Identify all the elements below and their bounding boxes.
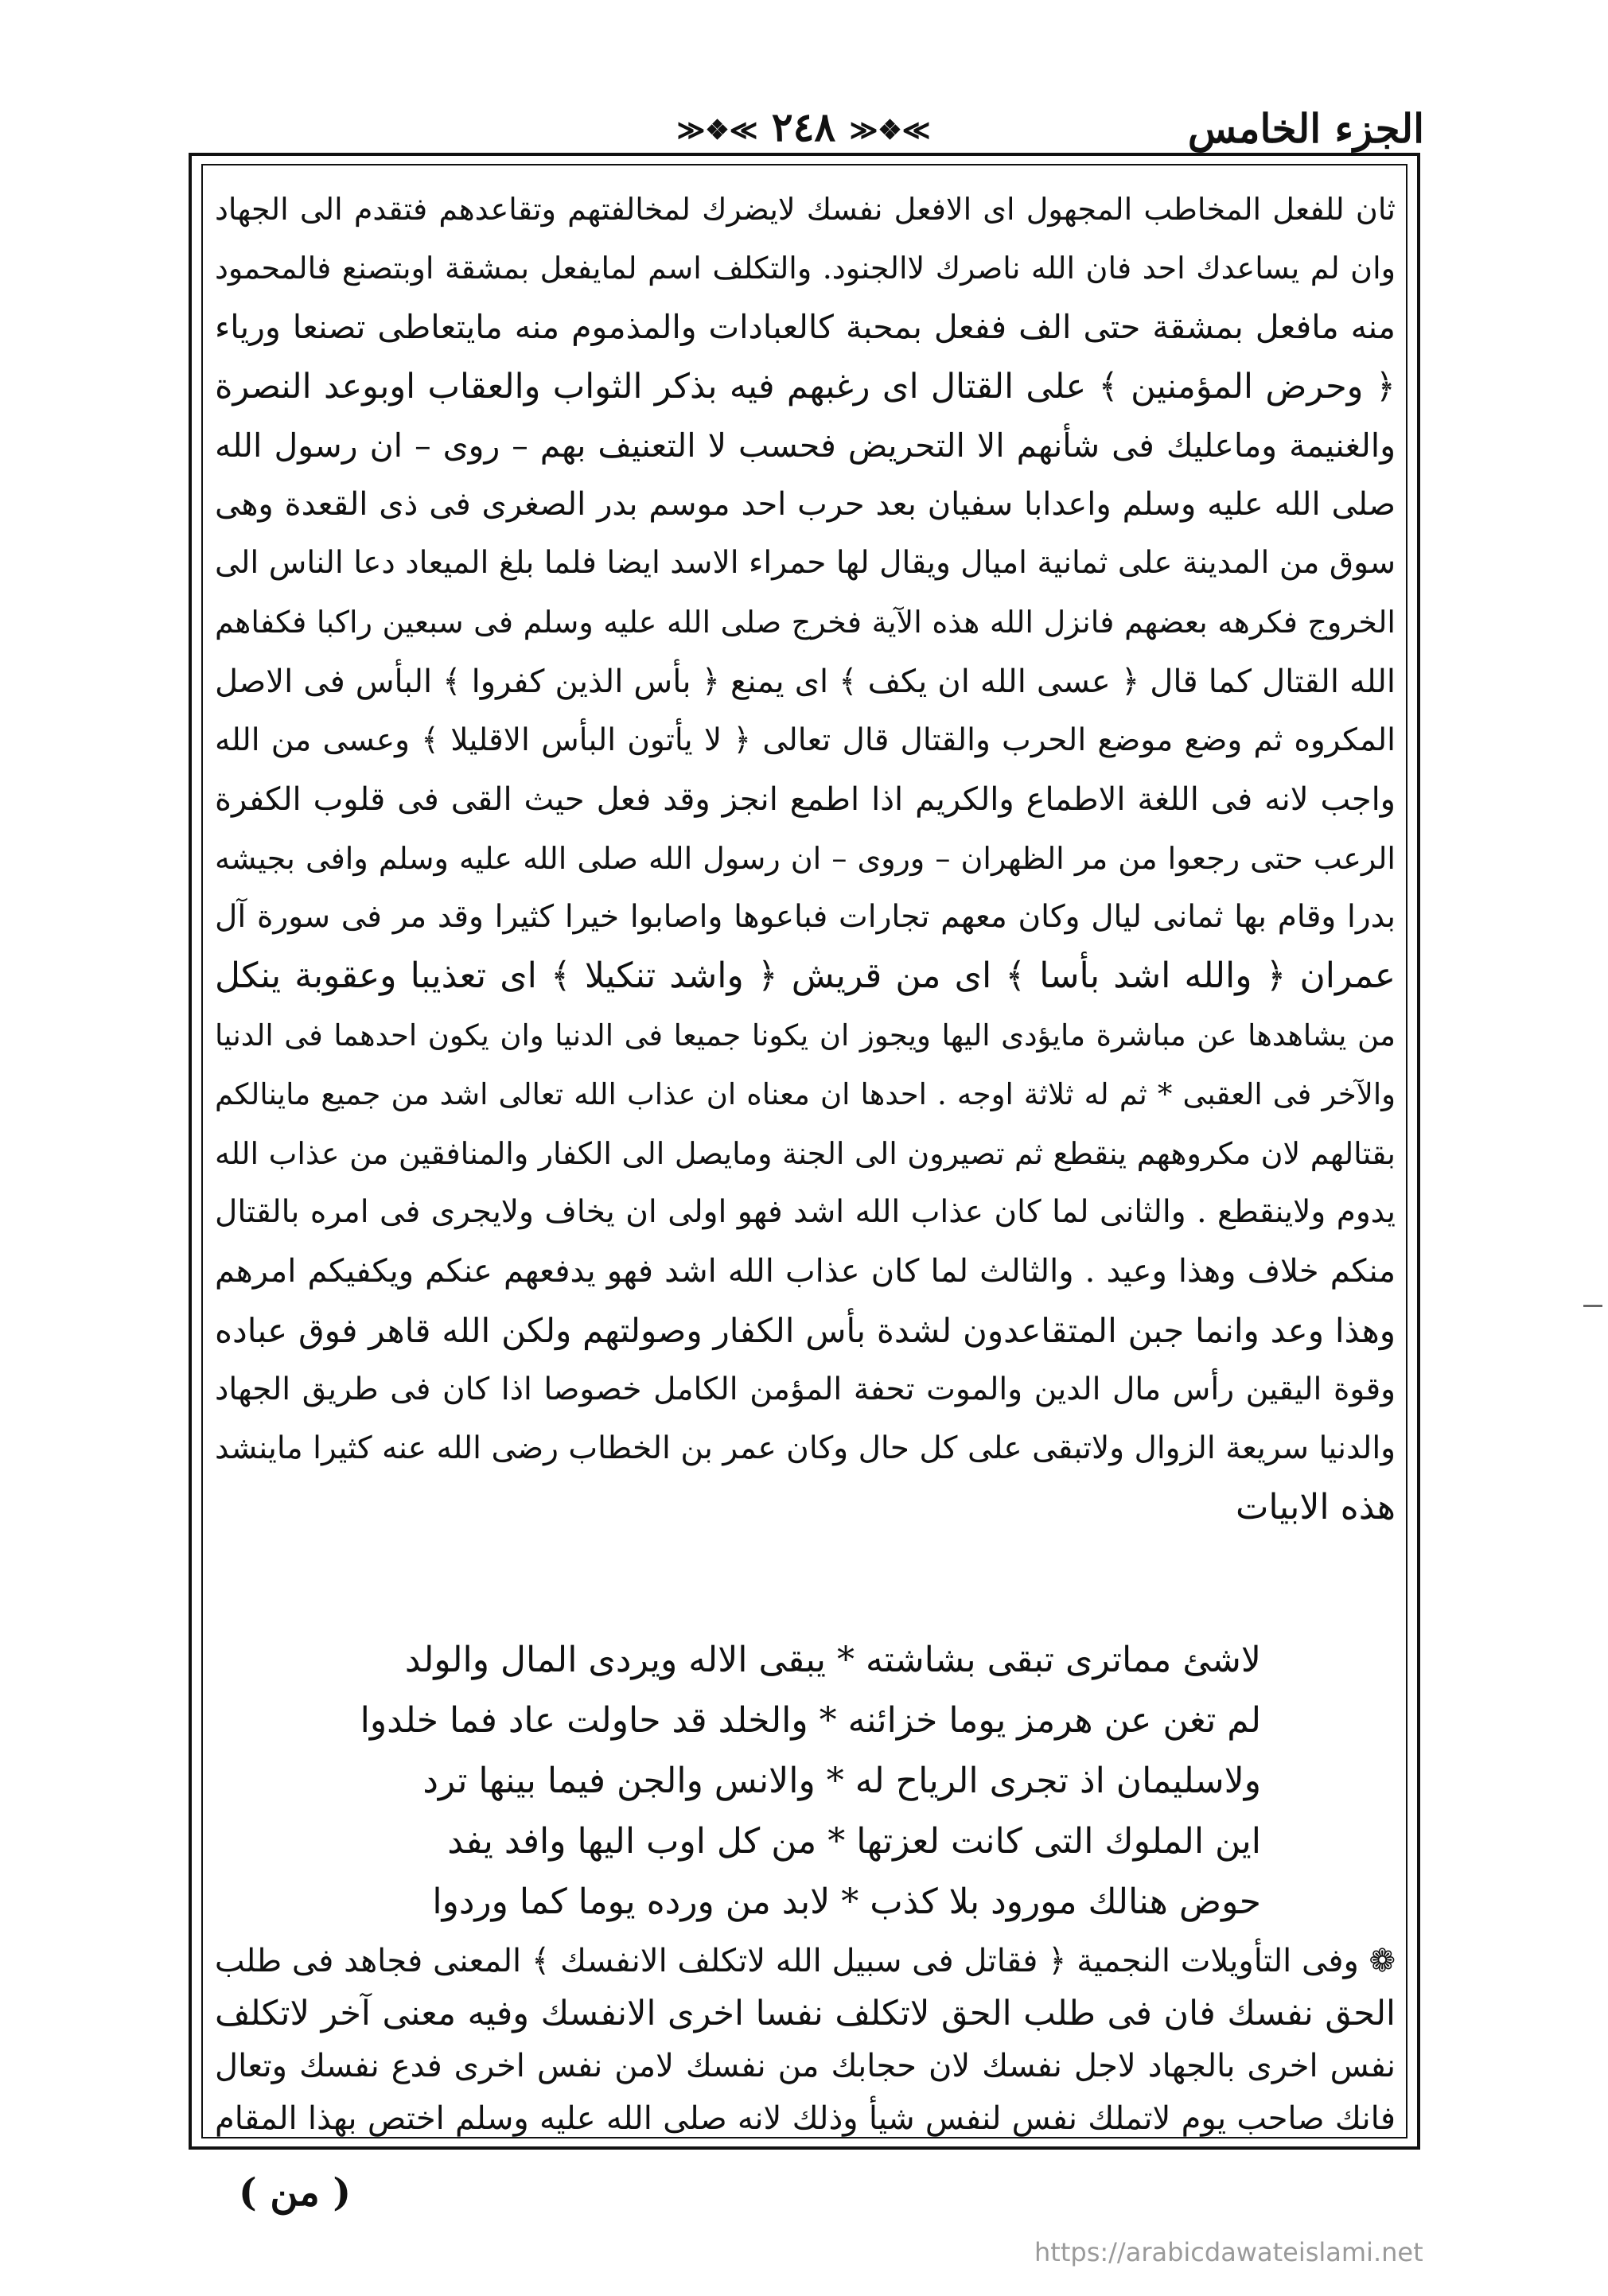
catchword: ( من ) bbox=[239, 2170, 352, 2215]
text-line: وهذا وعد وانما جبن المتقاعدون لشدة بأس الكفار وصولتهم ولكن الله قاهر فوق عباده bbox=[215, 1310, 1396, 1350]
text-line: منه مافعل بمشقة حتى الف ففعل بمحبة كالعبادات والمذموم منه مايتعاطى تصنعا ورياء bbox=[215, 308, 1396, 347]
poem-verse: ولاسليمان اذ تجرى الرياح له * والانس والجن فيما بينها ترد bbox=[422, 1761, 1261, 1801]
text-line: بقتالهم لان مكروههم ينقطع ثم تصيرون الى الجنة ومايصل الى الكفار والمنافقين من عذاب الله bbox=[215, 1136, 1396, 1171]
page-number: ٢٤٨ bbox=[771, 103, 836, 150]
text-line: وقوة اليقين رأس مال الدين والموت تحفة المؤمن الكامل خصوصا اذا كان فى طريق الجهاد bbox=[215, 1371, 1396, 1407]
ornament-icon: ≫❖≪ bbox=[676, 115, 758, 146]
text-line: المكروه ثم وضع موضع الحرب والقتال قال تعالى ﴿ لا يأتون البأس الاقليلا ﴾ وعسى من الله bbox=[215, 722, 1396, 758]
text-line: نفس اخرى بالجهاد لاجل نفسك لان حجابك من نفسك لامن نفس اخرى فدع نفسك وتعال bbox=[215, 2048, 1396, 2084]
text-line: منكم خلاف وهذا وعيد . والثالث لما كان عذاب الله اشد فهو يدفعهم عنكم ويكفيكم امرهم bbox=[215, 1253, 1396, 1290]
text-line: والغنيمة وماعليك فى شأنهم الا التحريض فحسب لا التعنيف بهم – روى – ان رسول الله bbox=[215, 426, 1396, 465]
poem-verse: اين الملوك التى كانت لعزتها * من كل اوب اليها وافد يفد bbox=[447, 1821, 1261, 1862]
text-line: واجب لانه فى اللغة الاطماع والكريم اذا اطمع انجز وقد فعل حيث القى فى قلوب الكفرة bbox=[215, 780, 1396, 818]
text-line: من يشاهدها عن مباشرة مايؤدى اليها ويجوز ان يكونا جميعا فى الدنيا وان يكون احدهما فى الدنيا bbox=[215, 1018, 1396, 1053]
text-line: صلى الله عليه وسلم واعدابا سفيان بعد حرب احد موسم بدر الصغرى فى ذى القعدة وهى bbox=[215, 485, 1396, 523]
text-line: والدنيا سريعة الزوال ولاتبقى على كل حال وكان عمر بن الخطاب رضى الله عنه كثيرا ماينشد bbox=[215, 1430, 1396, 1466]
text-line: الخروج فكرهه بعضهم فانزل الله هذه الآية فخرج صلى الله عليه وسلم فى سبعين راكبا فكفاهم bbox=[215, 605, 1396, 640]
text-line: هذه الابيات bbox=[1235, 1487, 1396, 1528]
text-line: الحق نفسك فان فى طلب الحق لاتكلف نفسا اخرى الانفسك وفيه معنى آخر لاتكلف bbox=[215, 1994, 1396, 2033]
running-head: الجزء الخامس bbox=[1187, 105, 1424, 152]
watermark-url: https://arabicdawateislami.net bbox=[1034, 2237, 1423, 2267]
commentary-text bbox=[215, 180, 1396, 1537]
tawilat-paragraph bbox=[215, 1935, 1396, 2145]
text-line: ﴿ وحرض المؤمنين ﴾ على القتال اى رغبهم فيه بذكر الثواب والعقاب اوبوعد النصرة bbox=[215, 366, 1396, 407]
page-number-block bbox=[677, 103, 931, 150]
scan-edge-mark bbox=[1583, 1305, 1602, 1307]
text-line: بدرا وقام بها ثمانى ليال وكان معهم تجارات فباعوها واصابوا خيرا كثيرا وقد مر فى سورة آل bbox=[215, 899, 1396, 936]
text-line: الرعب حتى رجعوا من مر الظهران – وروى – ان رسول الله صلى الله عليه وسلم وافى بجيشه bbox=[215, 841, 1396, 877]
text-line: فانك صاحب يوم لاتملك نفس لنفس شيأ وذلك لانه صلى الله عليه وسلم اختص بهذا المقام bbox=[215, 2100, 1396, 2137]
text-line: ❁ وفى التأويلات النجمية ﴿ فقاتل فى سبيل الله لاتكلف الانفسك ﴾ المعنى فجاهد فى طلب bbox=[215, 1943, 1396, 1979]
text-line: عمران ﴿ والله اشد بأسا ﴾ اى من قريش ﴿ واشد تنكيلا ﴾ اى تعذيبا وعقوبة ينكل bbox=[215, 955, 1396, 997]
text-line: الله القتال كما قال ﴿ عسى الله ان يكف ﴾ اى يمنع ﴿ بأس الذين كفروا ﴾ البأس فى الاصل bbox=[215, 663, 1396, 700]
text-line: والآخر فى العقبى * ثم له ثلاثة اوجه . احدها ان معناه ان عذاب الله تعالى اشد من جميع ماينالكم bbox=[215, 1076, 1396, 1111]
text-line: وان لم يساعدك احد فان الله ناصرك لاالجنود. والتكلف اسم لمايفعل بمشقة اوبتصنع فالمحمود bbox=[215, 251, 1396, 286]
poem-verse: لاشئ مماترى تبقى بشاشته * يبقى الاله ويردى المال والولد bbox=[404, 1640, 1261, 1680]
text-line: ثان للفعل المخاطب المجهول اى الافعل نفسك لايضرك لمخالفتهم وتقاعدهم فتقدم الى الجهاد bbox=[215, 192, 1396, 227]
poem-verse: حوض هنالك مورود بلا كذب * لابد من ورده يوما كما وردوا bbox=[432, 1882, 1261, 1922]
ornament-icon: ≫❖≪ bbox=[849, 115, 931, 146]
text-line: سوق من المدينة على ثمانية اميال ويقال لها حمراء الاسد ايضا فلما بلغ الميعاد دعا الناس الى bbox=[215, 545, 1396, 582]
text-line: يدوم ولاينقطع . والثانى لما كان عذاب الله اشد فهو اولى ان يخاف ولايجرى فى امره بالقتال bbox=[215, 1194, 1396, 1231]
poem-verse: لم تغن عن هرمز يوما خزائنه * والخلد قد حاولت عاد فما خلدوا bbox=[360, 1700, 1261, 1741]
